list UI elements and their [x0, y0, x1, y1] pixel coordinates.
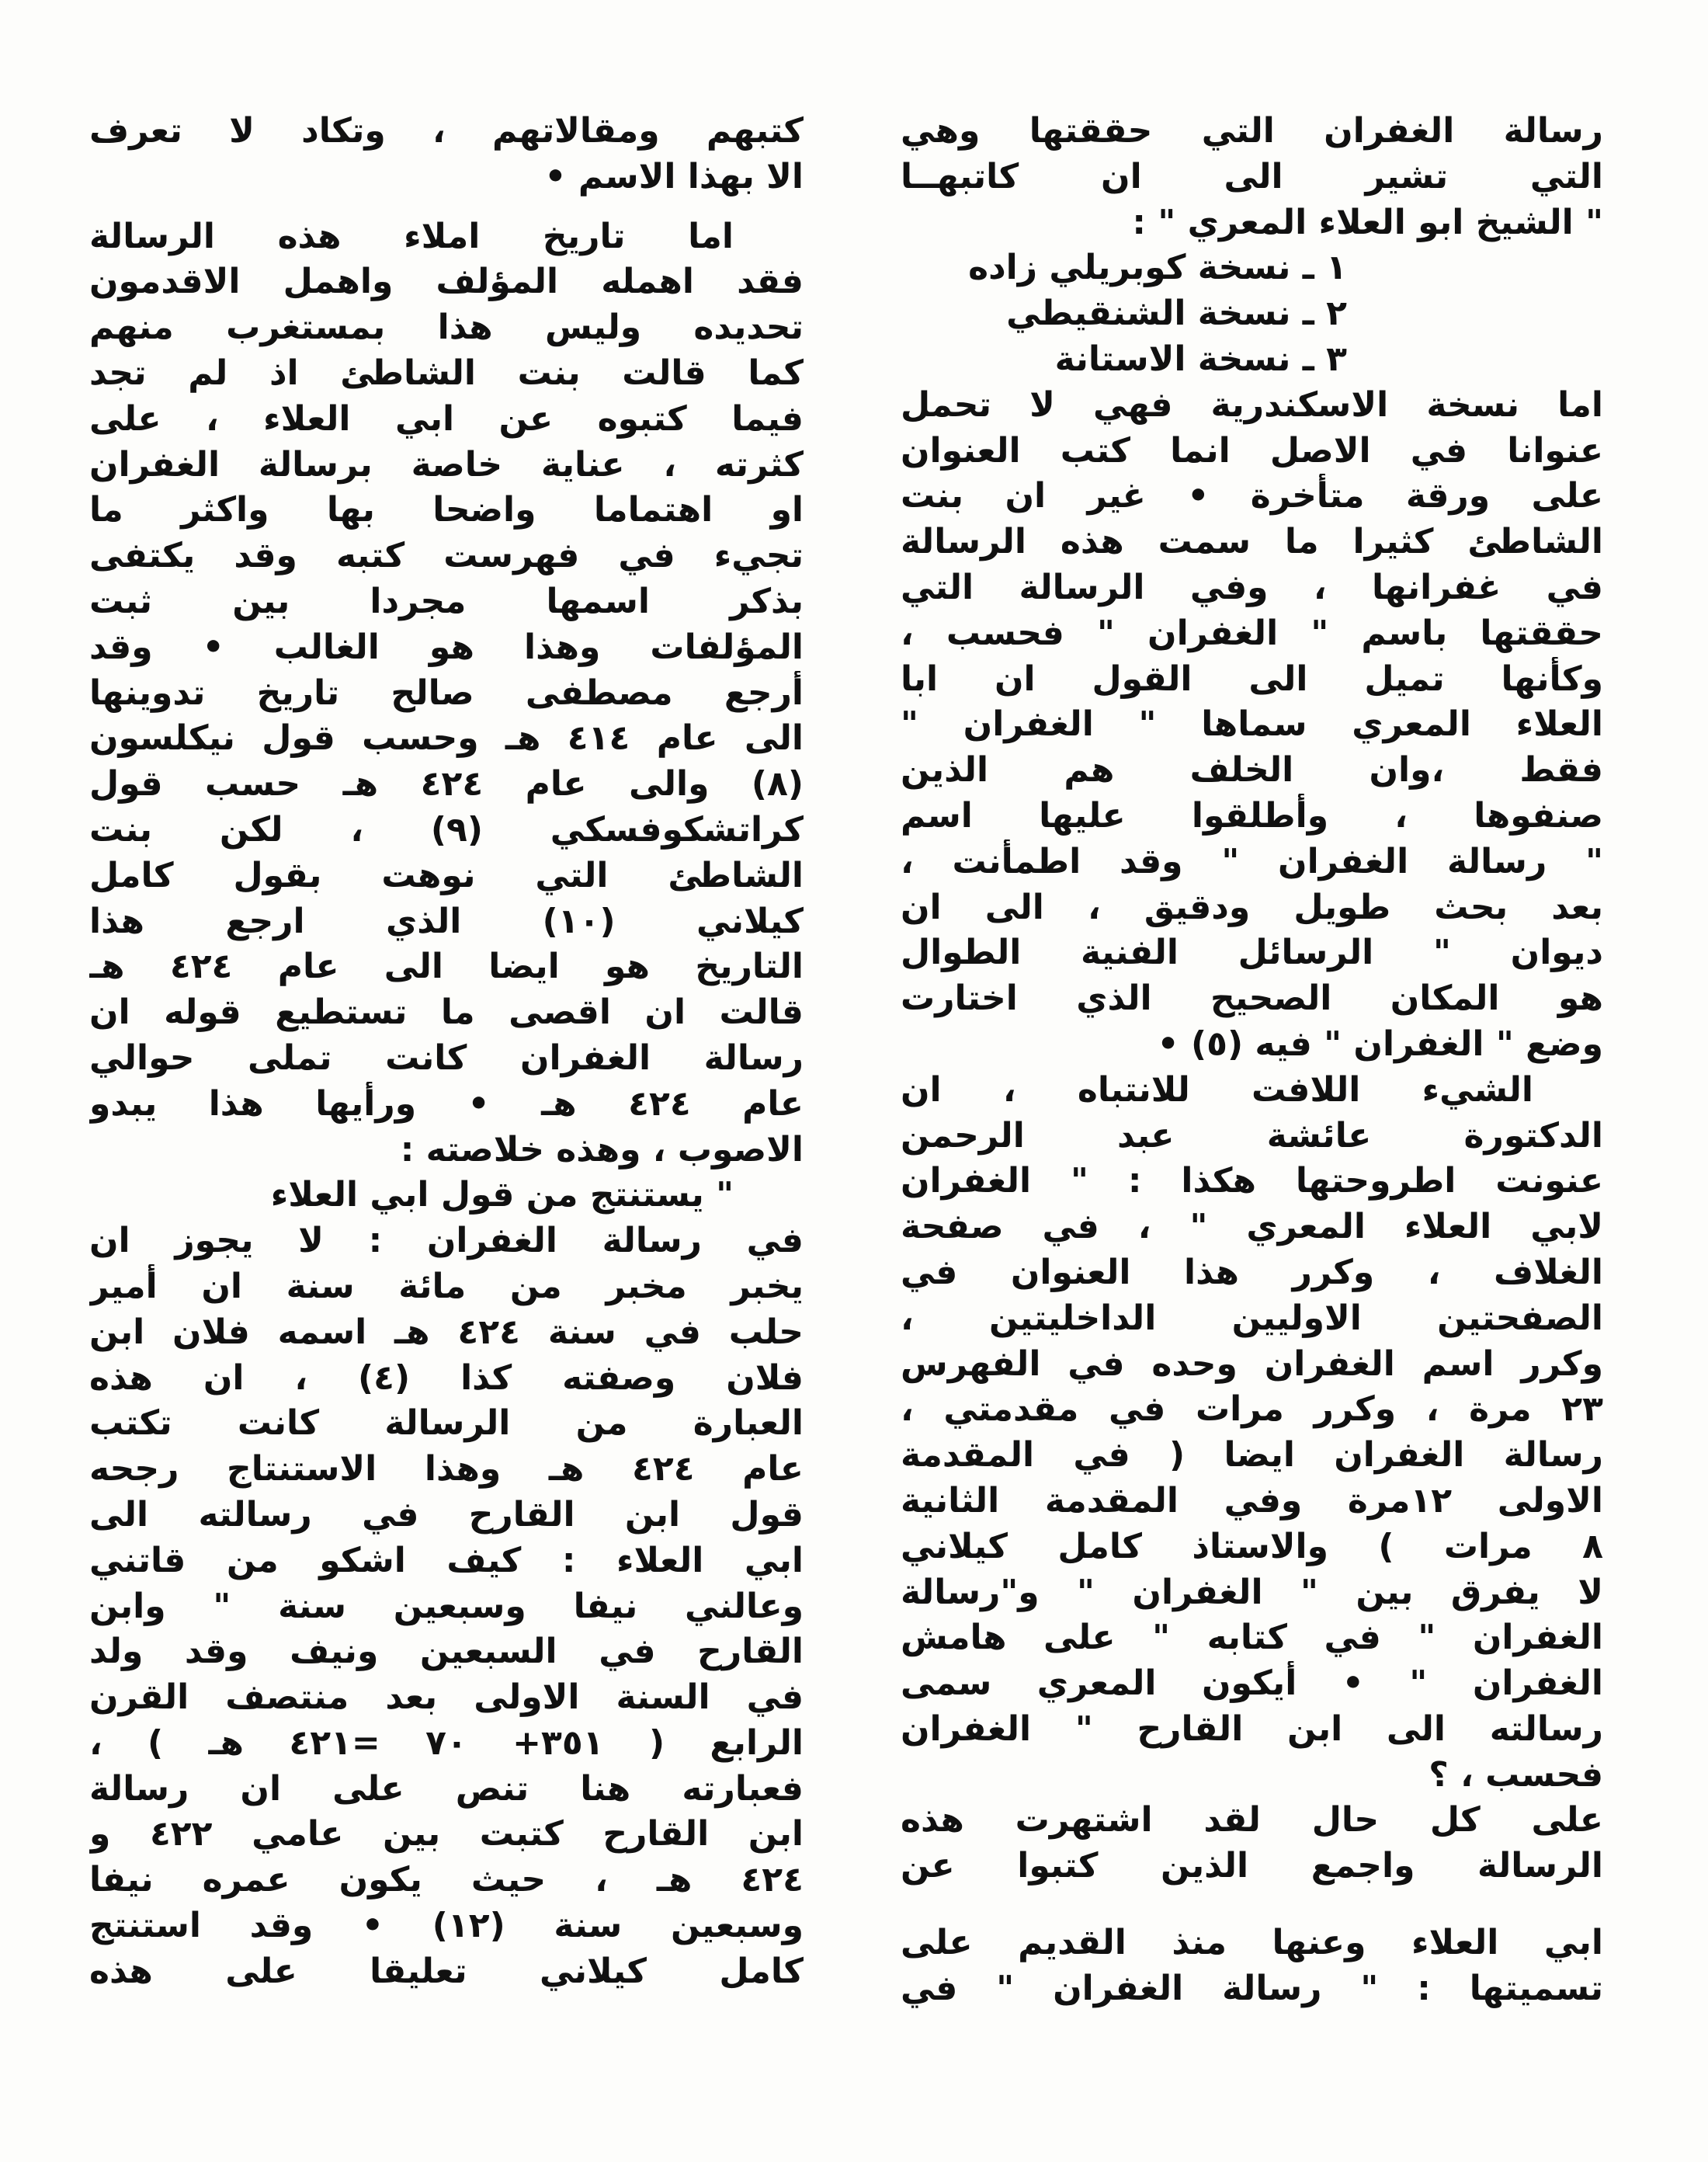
- text-line: وسبعين سنة (١٢) • وقد استنتج: [89, 1906, 804, 1946]
- text-line: رسالته الى ابن القارح " الغفران: [901, 1708, 1603, 1749]
- text-line: كيلاني (١٠) الذي ارجع هذا: [89, 901, 804, 941]
- text-line: الدكتورة عائشة عبد الرحمن: [901, 1115, 1603, 1156]
- text-line: العبارة من الرسالة كانت تكتب: [89, 1403, 804, 1444]
- list-item: ٢ ـ نسخة الشنقيطي: [1006, 294, 1347, 334]
- text-line: تسميتها : " رسالة الغفران " في: [901, 1968, 1603, 2008]
- text-line: الغلاف ، وكرر هذا العنوان في: [901, 1252, 1603, 1292]
- text-line: ابي العلاء : كيف اشكو من قاتني: [89, 1540, 804, 1580]
- text-line: كثرته ، عناية خاصة برسالة الغفران: [89, 444, 804, 485]
- text-line: الرسالة واجمع الذين كتبوا عن: [901, 1846, 1603, 1886]
- text-line: الشاطئ التي نوهت بقول كامل: [89, 855, 804, 895]
- text-line: الغفران " في كتابه " على هامش: [901, 1618, 1603, 1658]
- text-line: تجيء في فهرست كتبه وقد يكتفى: [89, 536, 804, 576]
- text-line: قالت ان اقصى ما تستطيع قوله ان: [89, 992, 804, 1033]
- text-line: صنفوها ، وأطلقوا عليها اسم: [901, 795, 1603, 836]
- text-line: عام ٤٢٤ هـ • ورأيها هذا يبدو: [89, 1083, 804, 1124]
- text-line: او اهتماما واضحا بها واكثر ما: [89, 490, 804, 530]
- text-line: على ورقة متأخرة • غير ان بنت: [901, 476, 1603, 516]
- text-line: " رسالة الغفران " وقد اطمأنت ،: [901, 841, 1603, 881]
- text-line: ٨ مرات ) والاستاذ كامل كيلاني: [901, 1526, 1603, 1566]
- text-line: في غفرانها ، وفي الرسالة التي: [901, 567, 1603, 607]
- text-line: الصفحتين الاوليين الداخليتين ،: [901, 1298, 1603, 1338]
- text-line: " يستنتج من قول ابي العلاء: [270, 1175, 734, 1215]
- text-line: الى عام ٤١٤ هـ وحسب قول نيكلسون: [89, 718, 804, 759]
- text-line: اما نسخة الاسكندرية فهي لا تحمل: [901, 384, 1603, 425]
- list-item: ١ ـ نسخة كوبريلي زاده: [968, 248, 1347, 288]
- text-line: عنوانا في الاصل انما كتب العنوان: [901, 430, 1603, 471]
- text-line: كراتشكوفسكي (٩) ، لكن بنت: [89, 809, 804, 850]
- text-line: حققتها باسم " الغفران " فحسب ،: [901, 613, 1603, 653]
- text-line: العلاء المعري سماها " الغفران ": [901, 704, 1603, 745]
- text-line: حلب في سنة ٤٢٤ هـ اسمه فلان ابن: [89, 1312, 804, 1352]
- text-line: وضع " الغفران " فيه (٥) •: [1157, 1024, 1603, 1064]
- text-line: في السنة الاولى بعد منتصف القرن: [89, 1677, 804, 1718]
- text-line: ٢٣ مرة ، وكرر مرات في مقدمتي ،: [901, 1389, 1603, 1430]
- text-line: كتبهم ومقالاتهم ، وتكاد لا تعرف: [89, 111, 804, 151]
- text-line: التاريخ هو ايضا الى عام ٤٢٤ هـ: [89, 947, 804, 987]
- list-item: ٣ ـ نسخة الاستانة: [1054, 339, 1347, 379]
- paragraph-gap: [89, 200, 804, 214]
- text-line: بعد بحث طويل ودقيق ، الى ان: [901, 887, 1603, 927]
- text-line: فعبارته هنا تنص على ان رسالة: [89, 1768, 804, 1809]
- text-line: الاصوب ، وهذه خلاصته :: [400, 1129, 804, 1170]
- text-line: بذكر اسمها مجردا بين ثبت: [89, 581, 804, 621]
- text-line: لابي العلاء المعري " ، في صفحة: [901, 1207, 1603, 1247]
- text-line: فقد اهمله المؤلف واهمل الاقدمون: [89, 262, 804, 302]
- text-line: قول ابن القارح في رسالته الى: [89, 1494, 804, 1535]
- left-column: [89, 109, 804, 1995]
- text-line: هو المكان الصحيح الذي اختارت: [901, 978, 1603, 1019]
- text-line: رسالة الغفران كانت تملى حوالي: [89, 1038, 804, 1078]
- text-line: لا يفرق بين " الغفران " و"رسالة: [901, 1572, 1603, 1612]
- text-line: رسالة الغفران ايضا ( في المقدمة: [901, 1435, 1603, 1476]
- text-line: فحسب ، ؟: [1429, 1754, 1603, 1795]
- text-line: التي تشير الى ان كاتبهــا: [901, 156, 1603, 196]
- text-line: الرابع ( ٣٥١+ ٧٠ =٤٢١ هـ ) ،: [89, 1722, 804, 1763]
- text-line: على كل حال لقد اشتهرت هذه: [901, 1800, 1603, 1840]
- text-line: في رسالة الغفران : لا يجوز ان: [89, 1221, 804, 1261]
- text-line: الشاطئ كثيرا ما سمت هذه الرسالة: [901, 522, 1603, 562]
- text-line: فلان وصفته كذا (٤) ، ان هذه: [89, 1357, 804, 1398]
- text-line: اما تاريخ املاء هذه الرسالة: [89, 216, 734, 256]
- text-line: عام ٤٢٤ هـ وهذا الاستنتاج رجحه: [89, 1449, 804, 1489]
- text-line: الا بهذا الاسم •: [544, 156, 804, 196]
- text-line: ديوان " الرسائل الفنية الطوال: [901, 933, 1603, 973]
- right-column: [901, 109, 1603, 2012]
- text-line: (٨) والى عام ٤٢٤ هـ حسب قول: [89, 764, 804, 805]
- text-line: وكرر اسم الغفران وحده في الفهرس: [901, 1343, 1603, 1384]
- text-line: " الشيخ ابو العلاء المعري " :: [1132, 202, 1603, 242]
- text-line: الغفران " • أيكون المعري سمى: [901, 1663, 1603, 1704]
- text-line: أرجع مصطفى صالح تاريخ تدوينها: [89, 673, 804, 713]
- text-line: ابي العلاء وعنها منذ القديم على: [901, 1923, 1603, 1963]
- text-line: كامل كيلاني تعليقا على هذه: [89, 1951, 804, 1991]
- text-line: فقط ،وان الخلف هم الذين: [901, 750, 1603, 791]
- text-line: يخبر مخبر من مائة سنة ان أمير: [89, 1266, 804, 1306]
- text-line: وعالني نيفا وسبعين سنة " وابن: [89, 1586, 804, 1626]
- paragraph-gap: [901, 1889, 1603, 1920]
- text-line: عنونت اطروحتها هكذا : " الغفران: [901, 1161, 1603, 1201]
- text-line: المؤلفات وهذا هو الغالب • وقد: [89, 627, 804, 667]
- text-line: كما قالت بنت الشاطئ اذ لم تجد: [89, 353, 804, 393]
- text-line: رسالة الغفران التي حققتها وهي: [901, 111, 1603, 151]
- text-line: فيما كتبوه عن ابي العلاء ، على: [89, 398, 804, 439]
- text-line: الاولى ١٢مرة وفي المقدمة الثانية: [901, 1480, 1603, 1521]
- text-line: الشيء اللافت للانتباه ، ان: [901, 1069, 1533, 1110]
- text-line: تحديده وليس هذا بمستغرب منهم: [89, 308, 804, 348]
- text-line: وكأنها تميل الى القول ان ابا: [901, 659, 1603, 699]
- text-line: ابن القارح كتبت بين عامي ٤٢٢ و: [89, 1814, 804, 1854]
- text-line: ٤٢٤ هـ ، حيث يكون عمره نيفا: [89, 1860, 804, 1900]
- text-line: القارح في السبعين ونيف وقد ولد: [89, 1632, 804, 1672]
